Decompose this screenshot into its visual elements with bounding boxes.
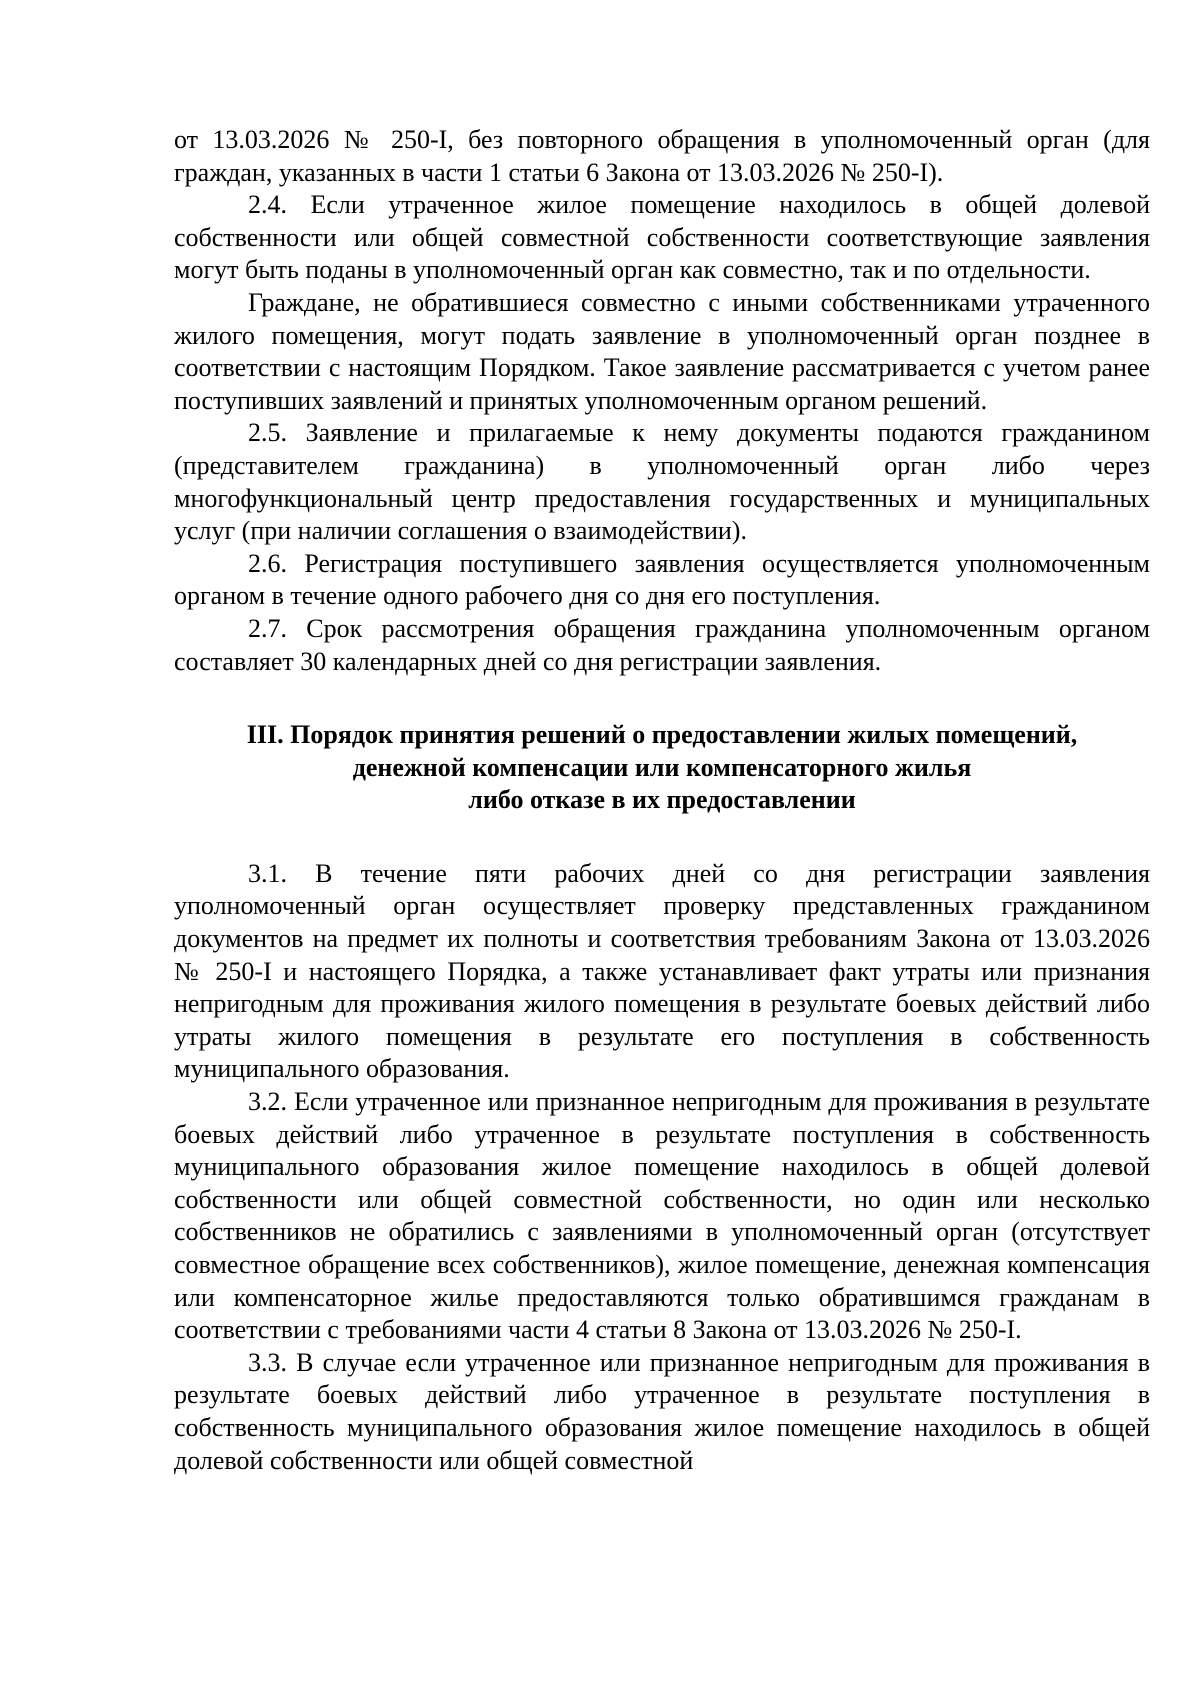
paragraph-3-1: 3.1. В течение пяти рабочих дней со дня регистрации заявления уполномоченный орган осуществляет проверку представленных гражданином документов на предмет их полноты и соответствия требованиям Закона от 13.03.2026 № 250-I и настоящего Порядка, а также устанавливает факт утраты или признания непригодным для проживания жилого помещения в результате боевых действий либо утраты жилого помещения в результате его поступления в собственность муниципального образования.	[174, 858, 1150, 1084]
section-heading-line-2: денежной компенсации или компенсаторного жилья	[352, 752, 972, 782]
paragraph-2-7: 2.7. Срок рассмотрения обращения гражданина уполномоченным органом составляет 30 календарных дней со дня регистрации заявления.	[174, 613, 1150, 676]
section-heading	[174, 719, 1150, 817]
section-heading-line-1: III. Порядок принятия решений о предоставлении жилых помещений,	[246, 720, 1078, 750]
paragraph-3-3: 3.3. В случае если утраченное или признанное непригодным для проживания в результате боевых действий либо утраченное в результате поступления в собственность муниципального образования жилое помещение находилось в общей долевой собственности или общей совместной	[174, 1347, 1150, 1475]
paragraph-2-6: 2.6. Регистрация поступившего заявления осуществляется уполномоченным органом в течение одного рабочего дня со дня его поступления.	[174, 548, 1150, 611]
paragraph-2-4-citizens: Граждане, не обратившиеся совместно с иными собственниками утраченного жилого помещения, могут подать заявление в уполномоченный орган позднее в соответствии с настоящим Порядком. Такое заявление рассматривается с учетом ранее поступивших заявлений и принятых уполномоченным органом решений.	[174, 287, 1150, 415]
paragraph-3-2: 3.2. Если утраченное или признанное непригодным для проживания в результате боевых действий либо утраченное в результате поступления в собственность муниципального образования жилое помещение находилось в общей долевой собственности или общей совместной собственности, но один или несколько собственников не обратились с заявлениями в уполномоченный орган (отсутствует совместное обращение всех собственников), жилое помещение, денежная компенсация или компенсаторное жилье предоставляются только обратившимся гражданам в соответствии с требованиями части 4 статьи 8 Закона от 13.03.2026 № 250-I.	[174, 1087, 1150, 1345]
paragraph-2-5: 2.5. Заявление и прилагаемые к нему документы подаются гражданином (представителем гражданина) в уполномоченный орган либо через многофункциональный центр предоставления государственных и муниципальных услуг (при наличии соглашения о взаимодействии).	[174, 418, 1150, 546]
section-heading-line-3: либо отказе в их предоставлении	[468, 785, 856, 815]
paragraph-continuation: от 13.03.2026 № 250-I, без повторного обращения в уполномоченный орган (для граждан, указанных в части 1 статьи 6 Закона от 13.03.2026 № 250-I).	[174, 125, 1150, 187]
document-page	[174, 124, 1150, 1477]
paragraph-2-4: 2.4. Если утраченное жилое помещение находилось в общей долевой собственности или общей совместной собственности соответствующие заявления могут быть поданы в уполномоченный орган как совместно, так и по отдельности.	[174, 190, 1150, 285]
